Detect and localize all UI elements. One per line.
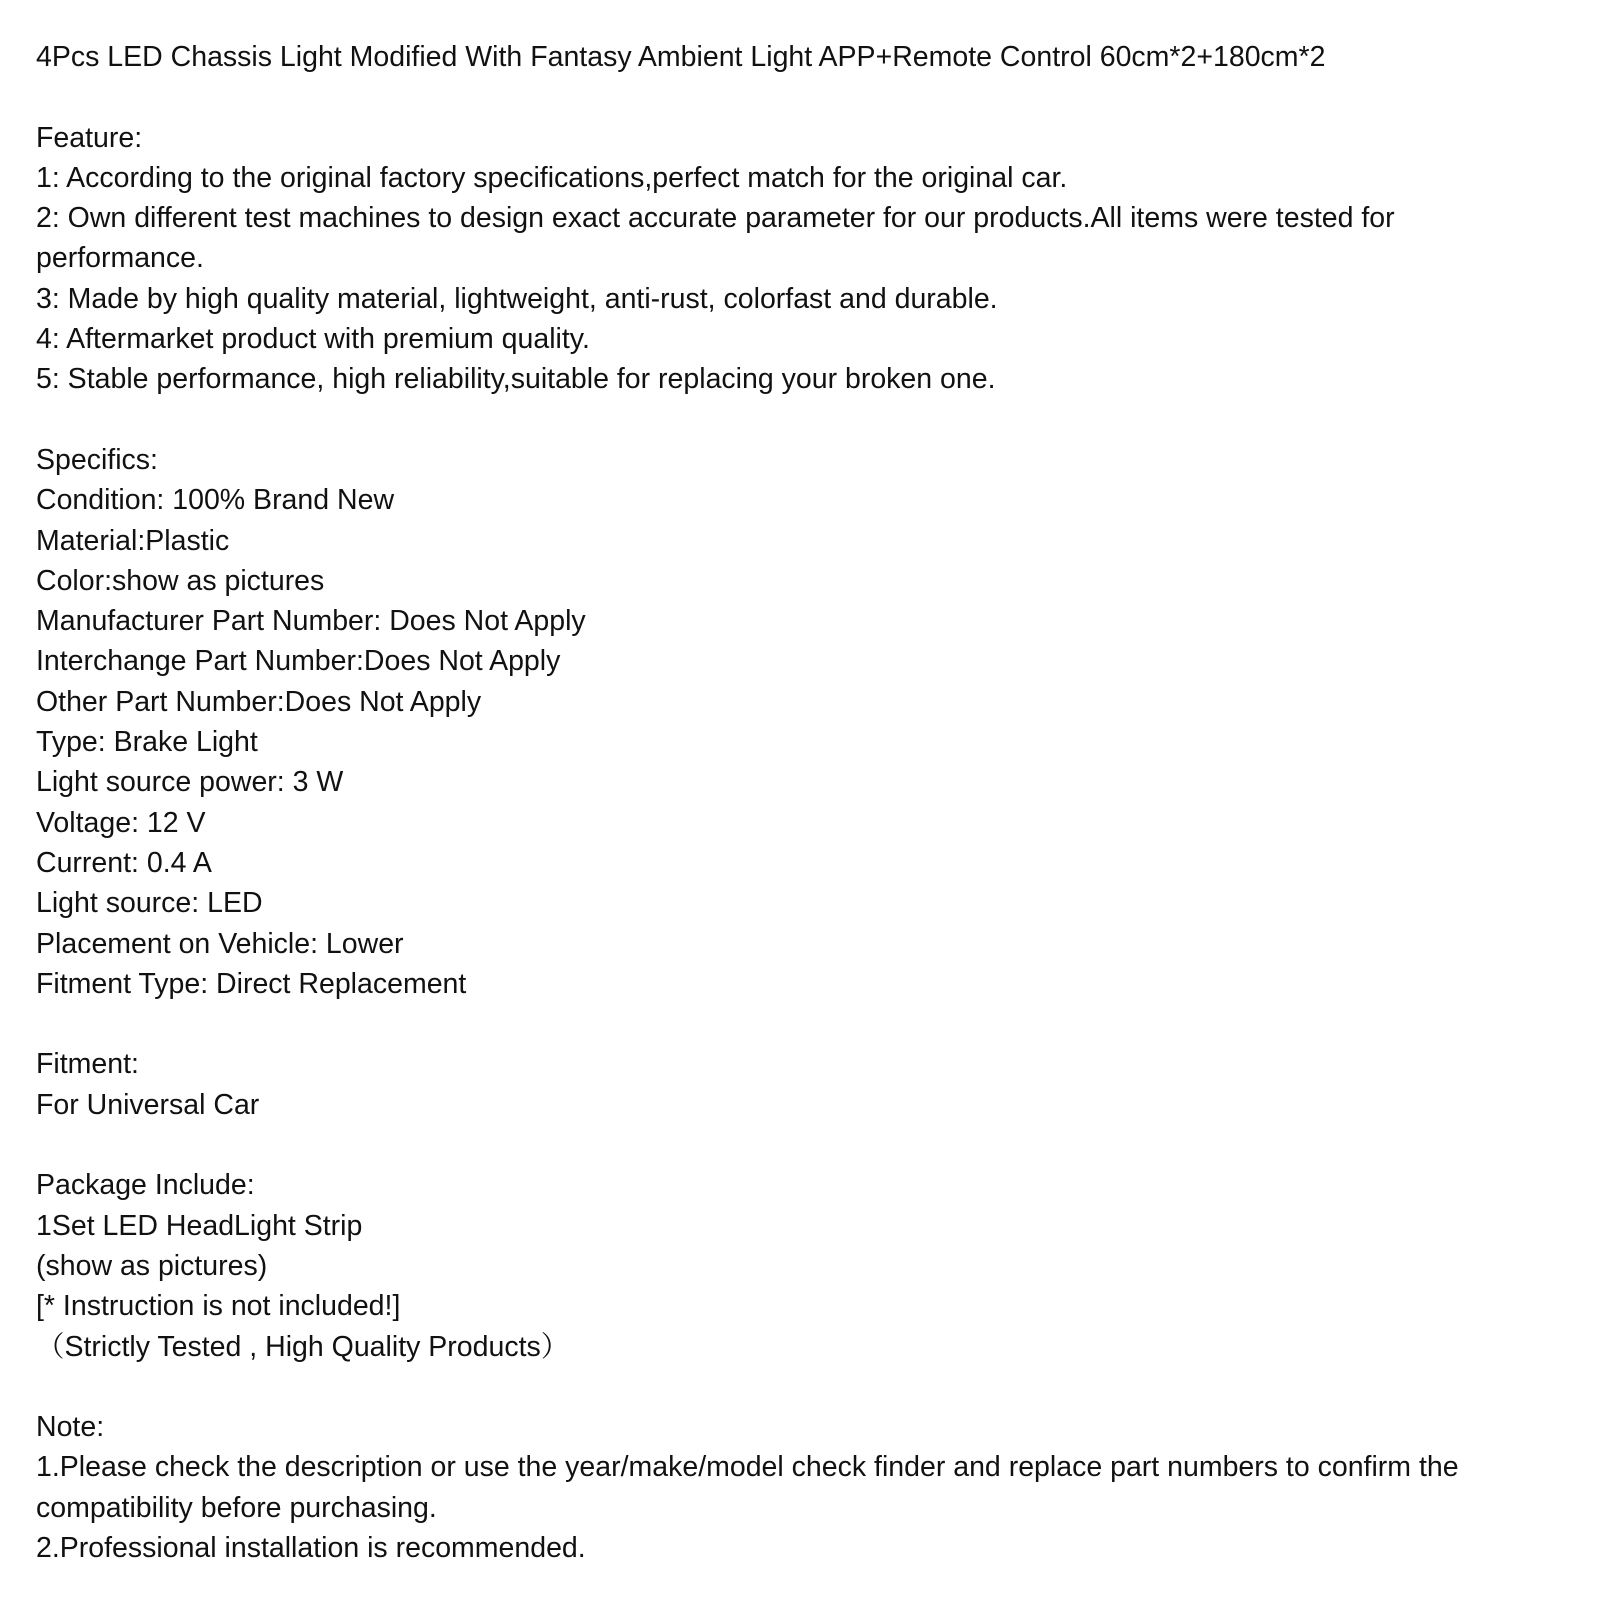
- spec-condition: Condition: 100% Brand New: [36, 484, 395, 517]
- spec-current: Current: 0.4 A: [36, 846, 212, 879]
- note-section: [36, 1407, 1566, 1568]
- spec-material: Material:Plastic: [36, 524, 230, 557]
- package-heading: Package Include:: [36, 1169, 255, 1202]
- specifics-heading: Specifics:: [36, 443, 158, 476]
- specifics-section: [36, 440, 1566, 1004]
- fitment-heading: Fitment:: [36, 1048, 139, 1081]
- package-section: [36, 1165, 1566, 1366]
- feature-section: [36, 118, 1566, 400]
- product-title: 4Pcs LED Chassis Light Modified With Fantasy Ambient Light APP+Remote Control 60cm*2+180cm*2: [36, 41, 1326, 73]
- spec-light-source: Light source: LED: [36, 887, 263, 920]
- feature-item: 1: According to the original factory specifications,perfect match for the original car.: [36, 161, 1068, 194]
- feature-item: 2: Own different test machines to design exact accurate parameter for our products.All items were tested for performance.: [36, 202, 1395, 275]
- spec-color: Color:show as pictures: [36, 564, 325, 597]
- note-item: 1.Please check the description or use the year/make/model check finder and replace part numbers to confirm the compatibility before purchasing.: [36, 1451, 1459, 1524]
- product-description: [36, 37, 1566, 1568]
- package-item: （Strictly Tested , High Quality Products）: [36, 1330, 570, 1363]
- spec-interchange-part-number: Interchange Part Number:Does Not Apply: [36, 645, 561, 678]
- package-item: [* Instruction is not included!]: [36, 1290, 401, 1323]
- feature-item: 3: Made by high quality material, lightweight, anti-rust, colorfast and durable.: [36, 282, 998, 315]
- spec-light-source-power: Light source power: 3 W: [36, 766, 344, 799]
- package-item: 1Set LED HeadLight Strip: [36, 1209, 363, 1242]
- spec-placement: Placement on Vehicle: Lower: [36, 927, 404, 960]
- package-item: (show as pictures): [36, 1249, 268, 1282]
- feature-item: 5: Stable performance, high reliability,suitable for replacing your broken one.: [36, 363, 996, 396]
- spec-manufacturer-part-number: Manufacturer Part Number: Does Not Apply: [36, 605, 586, 638]
- fitment-item: For Universal Car: [36, 1088, 260, 1121]
- note-heading: Note:: [36, 1411, 105, 1444]
- spec-voltage: Voltage: 12 V: [36, 806, 206, 839]
- feature-heading: Feature:: [36, 121, 143, 154]
- fitment-section: [36, 1044, 1566, 1125]
- spec-other-part-number: Other Part Number:Does Not Apply: [36, 685, 482, 718]
- note-item: 2.Professional installation is recommended.: [36, 1531, 586, 1564]
- spec-fitment-type: Fitment Type: Direct Replacement: [36, 967, 467, 1000]
- feature-item: 4: Aftermarket product with premium quality.: [36, 323, 590, 356]
- spec-type: Type: Brake Light: [36, 726, 258, 759]
